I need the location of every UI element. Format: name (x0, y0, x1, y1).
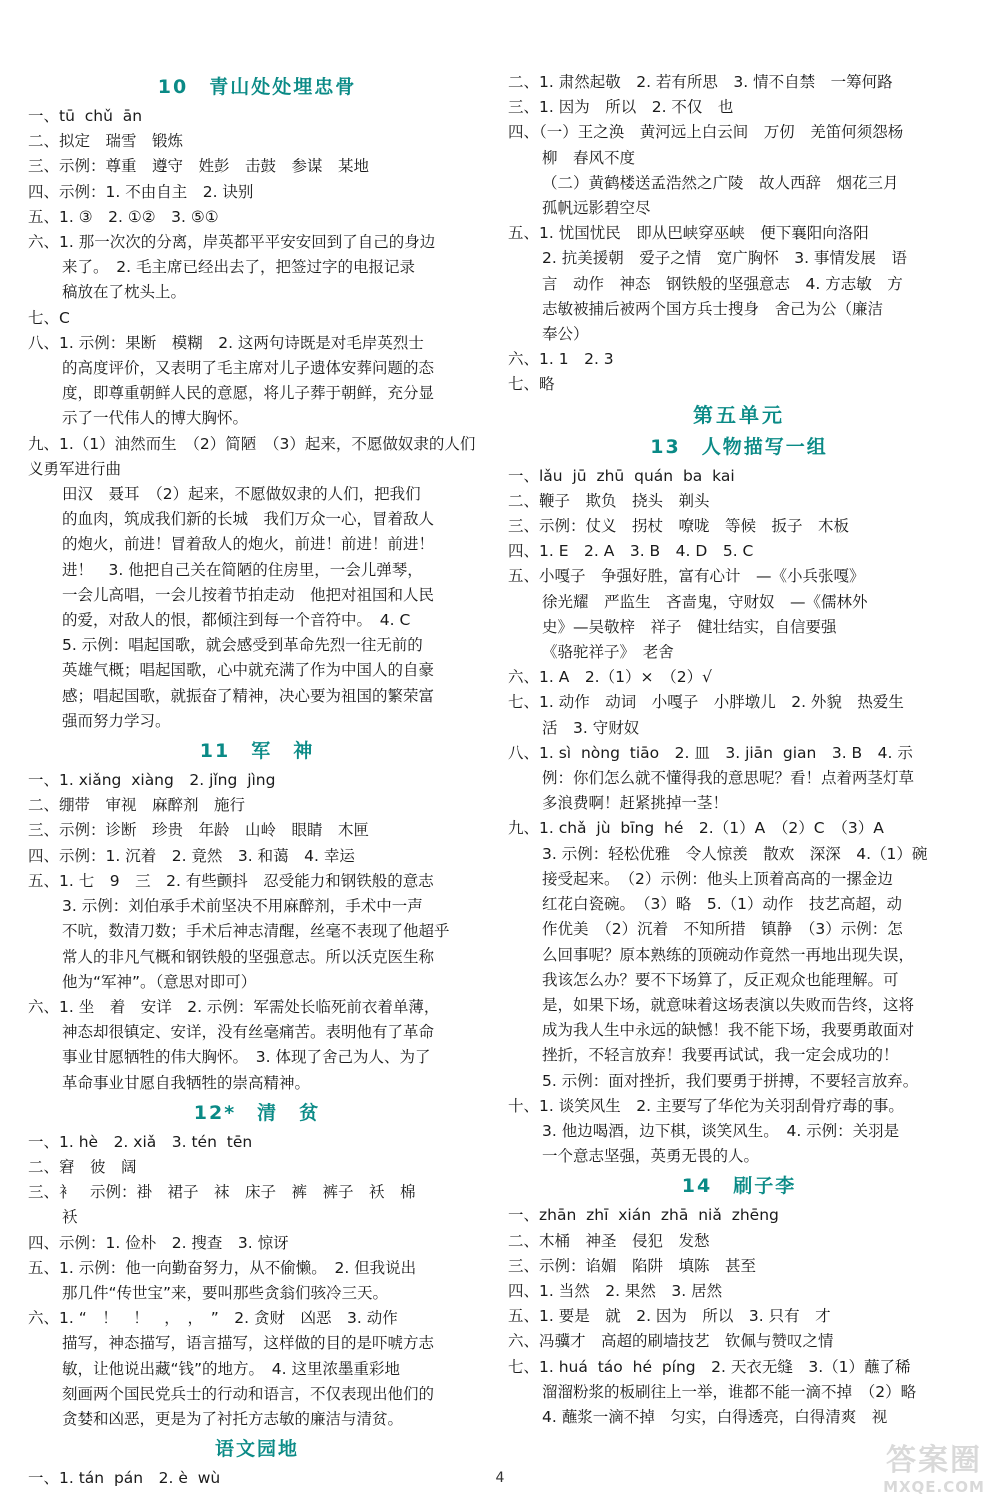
answer-line: 多浪费啊！赶紧挑掉一茎！ (542, 794, 729, 813)
answer-line: 五、1. 示例：他一向勤奋努力，从不偷懒。 2. 但我说出 (28, 1258, 417, 1277)
answer-line: 那几件“传世宝”来，要叫那些贪翁们骇冷三天。 (62, 1283, 389, 1302)
answer-line: 不吭，数清刀数；手术后神志清醒，丝毫不表现了他超乎 (62, 922, 450, 941)
answer-line: 的血肉，筑成我们新的长城 我们万众一心，冒着敌人 (62, 510, 435, 529)
answer-line: 作优美 （2）沉着 不知所措 镇静 （3）示例：怎 (542, 920, 903, 939)
left-column (28, 70, 491, 1491)
answer-line: 二、木桶 神圣 侵犯 发愁 (508, 1231, 710, 1250)
lesson-heading: 语文园地 (214, 1438, 299, 1461)
answer-line: 一、zhān zhī xián zhā niǎ zhēng (508, 1206, 779, 1225)
answer-line: 三、示例：仗义 拐杖 嘹咙 等候 扳子 木板 (508, 517, 850, 536)
answer-line: 五、1. ③ 2. ①② 3. ⑤① (28, 207, 219, 226)
answer-line: 神态却很镇定、安详，没有丝毫痛苦。表明他有了革命 (62, 1023, 435, 1042)
answer-line: 一、1. tán pán 2. è wù (28, 1469, 221, 1488)
answer-line: 二、绷带 审视 麻醉剂 施行 (28, 796, 246, 815)
answer-line: 二、鞭子 欺负 挠头 剃头 (508, 491, 710, 510)
answer-line: 进！ 3. 他把自己关在简陋的住房里，一会儿弹琴， (62, 560, 423, 579)
lesson-heading: 10 青山处处埋忠骨 (157, 76, 357, 98)
answer-line: 徐光耀 严监生 吝啬鬼，守财奴 —《儒林外 (542, 592, 868, 611)
answer-line: 的炮火，前进！冒着敌人的炮火，前进！前进！前进！ (62, 535, 435, 554)
answer-line: 九、1. chǎ jù bīng hé 2.（1）A （2）C （3）A (508, 819, 884, 838)
answer-line: 九、1.（1）油然而生 （2）简陋 （3）起来，不愿做奴隶的人们 义勇军进行曲 (28, 434, 491, 478)
answer-line: 四、（一）王之涣 黄河远上白云间 万仞 羌笛何须怨杨 (508, 123, 904, 142)
answer-line: 十、1. 谈笑风生 2. 主要写了华佗为关羽刮骨疗毒的事。 (508, 1096, 904, 1115)
answer-line: 五、小嘎子 争强好胜，富有心计 —《小兵张嘎》 (508, 567, 865, 586)
answer-line: 来了。 2. 毛主席已经出去了，把签过字的电报记录 (62, 258, 415, 277)
answer-line: 《骆驼祥子》 老舍 (542, 643, 674, 662)
answer-line: 四、1. 当然 2. 果然 3. 居然 (508, 1281, 723, 1300)
answer-line: 稿放在了枕头上。 (62, 283, 187, 302)
answer-line: 袄 (62, 1208, 78, 1227)
answer-line: 二、1. 肃然起敬 2. 若有所思 3. 情不自禁 一筹何路 (508, 73, 893, 91)
answer-line: 英雄气概；唱起国歌，心中就充满了作为中国人的自豪 (62, 661, 435, 680)
lesson-heading: 11 军 神 (199, 740, 315, 763)
watermark-main: 答案圈 (886, 1443, 982, 1478)
answer-line: 刻画两个国民党兵士的行动和语言，不仅表现出他们的 (62, 1384, 435, 1403)
answer-line: 例：你们怎么就不懂得我的意思呢？看！点着两茎灯草 (542, 769, 915, 788)
answer-line: 二、拟定 瑞雪 锻炼 (28, 132, 184, 151)
answer-line: 八、1. 示例：果断 模糊 2. 这两句诗既是对毛岸英烈士 (28, 333, 424, 352)
lesson-heading: 12* 清 贫 (193, 1101, 321, 1124)
answer-line: 六、1. “ ！ ！ ， ， ” 2. 贪财 凶恶 3. 动作 (28, 1309, 398, 1328)
answer-line: 感；唱起国歌，就振奋了精神，决心要为祖国的繁荣富 (62, 686, 435, 705)
answer-line: 一、1. xiǎng xiàng 2. jǐng jìng (28, 771, 276, 790)
answer-line: 二、窘 彼 阔 (28, 1157, 137, 1176)
answer-line: 事业甘愿牺牲的伟大胸怀。 3. 体现了舍己为人、为了 (62, 1048, 431, 1067)
answer-line: 敏，让他说出藏“钱”的地方。 4. 这里浓墨重彩地 (62, 1359, 401, 1378)
answer-line: 六、1. 1 2. 3 (508, 350, 614, 369)
answer-line: 柳 春风不度 (542, 148, 636, 167)
watermark-sub: MXQE.COM (883, 1478, 985, 1496)
unit-heading: 第五单元 (693, 402, 785, 427)
answer-line: 5. 示例：面对挫折，我们要勇于拼搏，不要轻言放弃。 (542, 1071, 919, 1090)
lesson-heading: 14 刷子李 (681, 1175, 797, 1198)
answer-line: 一、lǎu jū zhū quán ba kai (508, 466, 735, 485)
answer-line: 志敏被捕后被两个国方兵士搜身 舍己为公（廉洁 (542, 299, 884, 318)
page-number: 4 (495, 1470, 505, 1486)
answer-line: 接受起来。 （2）示例：他头上顶着高高的一摞金边 (542, 869, 893, 888)
answer-line: 四、示例：1. 不由自主 2. 诀别 (28, 182, 254, 201)
answer-line: 史》—吴敬梓 祥子 健壮结实，自信要强 (542, 617, 837, 636)
answer-line: 一、tū chǔ ān (28, 107, 143, 125)
answer-line: 四、示例：1. 沉着 2. 竟然 3. 和蔼 4. 幸运 (28, 846, 355, 865)
answer-line: 4. 蘸浆一滴不掉 匀实，白得透亮，白得清爽 视 (542, 1407, 888, 1426)
answer-line: 一、1. hè 2. xiǎ 3. tén tēn (28, 1132, 253, 1151)
answer-line: 孤帆远影碧空尽 (542, 199, 651, 218)
answer-line: 七、1. 动作 动词 小嘎子 小胖墩儿 2. 外貌 热爱生 (508, 693, 904, 712)
answer-line: 三、示例：谄媚 陷阱 填陈 甚至 (508, 1256, 757, 1275)
answer-line: 田汉 聂耳 （2）起来，不愿做奴隶的人们，把我们 (62, 485, 421, 504)
answer-line: 成为我人生中永远的缺憾！我不能下场，我要勇敢面对 (542, 1021, 915, 1040)
answer-line: 是，如果下场，就意味着这场表演以失败而告终，这将 (542, 995, 915, 1014)
answer-line: 常人的非凡气概和钢铁般的坚强意志。所以沃克医生称 (62, 947, 435, 966)
answer-line: 三、示例：尊重 遵守 姓彭 击鼓 参谋 某地 (28, 157, 370, 176)
answer-line: 五、1. 七 9 三 2. 有些颤抖 忍受能力和钢铁般的意志 (28, 871, 434, 890)
answer-line: 3. 他边喝酒，边下棋，谈笑风生。 4. 示例：关羽是 (542, 1121, 900, 1140)
answer-line: 六、1. A 2.（1）× （2）√ (508, 668, 712, 687)
answer-line: 三、衤 示例：褂 裙子 袜 床子 裤 裤子 袄 棉 (28, 1183, 416, 1202)
answer-line: 3. 示例：轻松优雅 令人惊羡 散欢 深深 4.（1）碗 (542, 844, 928, 863)
answer-line: 度，即尊重朝鲜人民的意愿，将儿子葬于朝鲜，充分显 (62, 384, 435, 403)
watermark-logo (878, 1444, 990, 1502)
answer-line: 挫折，不轻言放弃！我要再试试，我一定会成功的！ (542, 1046, 899, 1065)
answer-line: 强而努力学习。 (62, 711, 171, 730)
answer-line: 六、1. 那一次次的分离，岸英都平平安安回到了自己的身边 (28, 233, 436, 252)
answer-line: 3. 示例：刘伯承手术前坚决不用麻醉剂，手术中一声 (62, 897, 423, 916)
answer-line: 三、1. 因为 所以 2. 不仅 也 (508, 98, 734, 117)
answer-line: 三、示例：诊断 珍贵 年龄 山岭 眼睛 木匣 (28, 821, 370, 840)
answer-line: 七、1. huá táo hé píng 2. 天衣无缝 3.（1）蘸了稀 (508, 1357, 911, 1376)
answer-line: 五、1. 忧国忧民 即从巴峡穿巫峡 便下襄阳向洛阳 (508, 224, 869, 243)
answer-line: 我该怎么办？要不下场算了，反正观众也能理解。可 (542, 970, 899, 989)
answer-line: 红花白瓷碗。 （3）略 5.（1）动作 技艺高超，动 (542, 895, 903, 914)
answer-line: 的爱，对敌人的恨，都倾注到每一个音符中。 4. C (62, 611, 411, 630)
answer-line: 四、1. E 2. A 3. B 4. D 5. C (508, 542, 754, 561)
answer-line: 他为“军神”。（意思对即可） (62, 972, 257, 991)
answer-line: 六、1. 坐 着 安详 2. 示例：军需处长临死前衣着单薄， (28, 997, 440, 1016)
answer-line: 五、1. 要是 就 2. 因为 所以 3. 只有 才 (508, 1307, 831, 1326)
answer-line: 革命事业甘愿自我牺牲的崇高精神。 (62, 1073, 311, 1092)
lesson-heading: 13 人物描写一组 (650, 435, 828, 458)
answer-line: 贪婪和凶恶，更是为了衬托方志敏的廉洁与清贫。 (62, 1409, 404, 1428)
answer-line: 一会儿高唱，一会儿按着节拍走动 他把对祖国和人民 (62, 585, 435, 604)
answer-line: 溜溜粉浆的板刷往上一举，谁都不能一滴不掉 （2）略 (542, 1382, 917, 1401)
answer-line: 示了一代伟人的博大胸怀。 (62, 409, 249, 428)
answer-line: 描写，神态描写，语言描写，这样做的目的是吓唬方志 (62, 1334, 435, 1353)
answer-line: 言 动作 神态 钢铁般的坚强意志 4. 方志敏 方 (542, 274, 903, 293)
answer-line: 活 3. 守财奴 (542, 718, 640, 737)
answer-line: 四、示例：1. 俭朴 2. 搜查 3. 惊讶 (28, 1233, 289, 1252)
answer-line: 八、1. sì nòng tiāo 2. 皿 3. jiān gian 3. B 4. 示 (508, 743, 913, 762)
answer-line: 七、略 (508, 375, 555, 394)
answer-line: 奉公） (542, 325, 589, 344)
answer-line: 一个意志坚强，英勇无畏的人。 (542, 1147, 760, 1166)
right-column (508, 70, 970, 1430)
answer-line: 的高度评价，又表明了毛主席对儿子遗体安葬问题的态 (62, 359, 435, 378)
answer-line: 5. 示例：唱起国歌，就会感受到革命先烈一往无前的 (62, 636, 423, 655)
answer-line: 么回事呢？原本熟练的顶碗动作竟然一再地出现失误， (542, 945, 915, 964)
answer-line: 七、C (28, 308, 70, 327)
answer-line: （二）黄鹤楼送孟浩然之广陵 故人西辞 烟花三月 (542, 173, 899, 192)
answer-line: 2. 抗美援朝 爱子之情 宽广胸怀 3. 事情发展 语 (542, 249, 907, 268)
answer-line: 六、冯骥才 高超的刷墙技艺 钦佩与赞叹之情 (508, 1332, 834, 1351)
